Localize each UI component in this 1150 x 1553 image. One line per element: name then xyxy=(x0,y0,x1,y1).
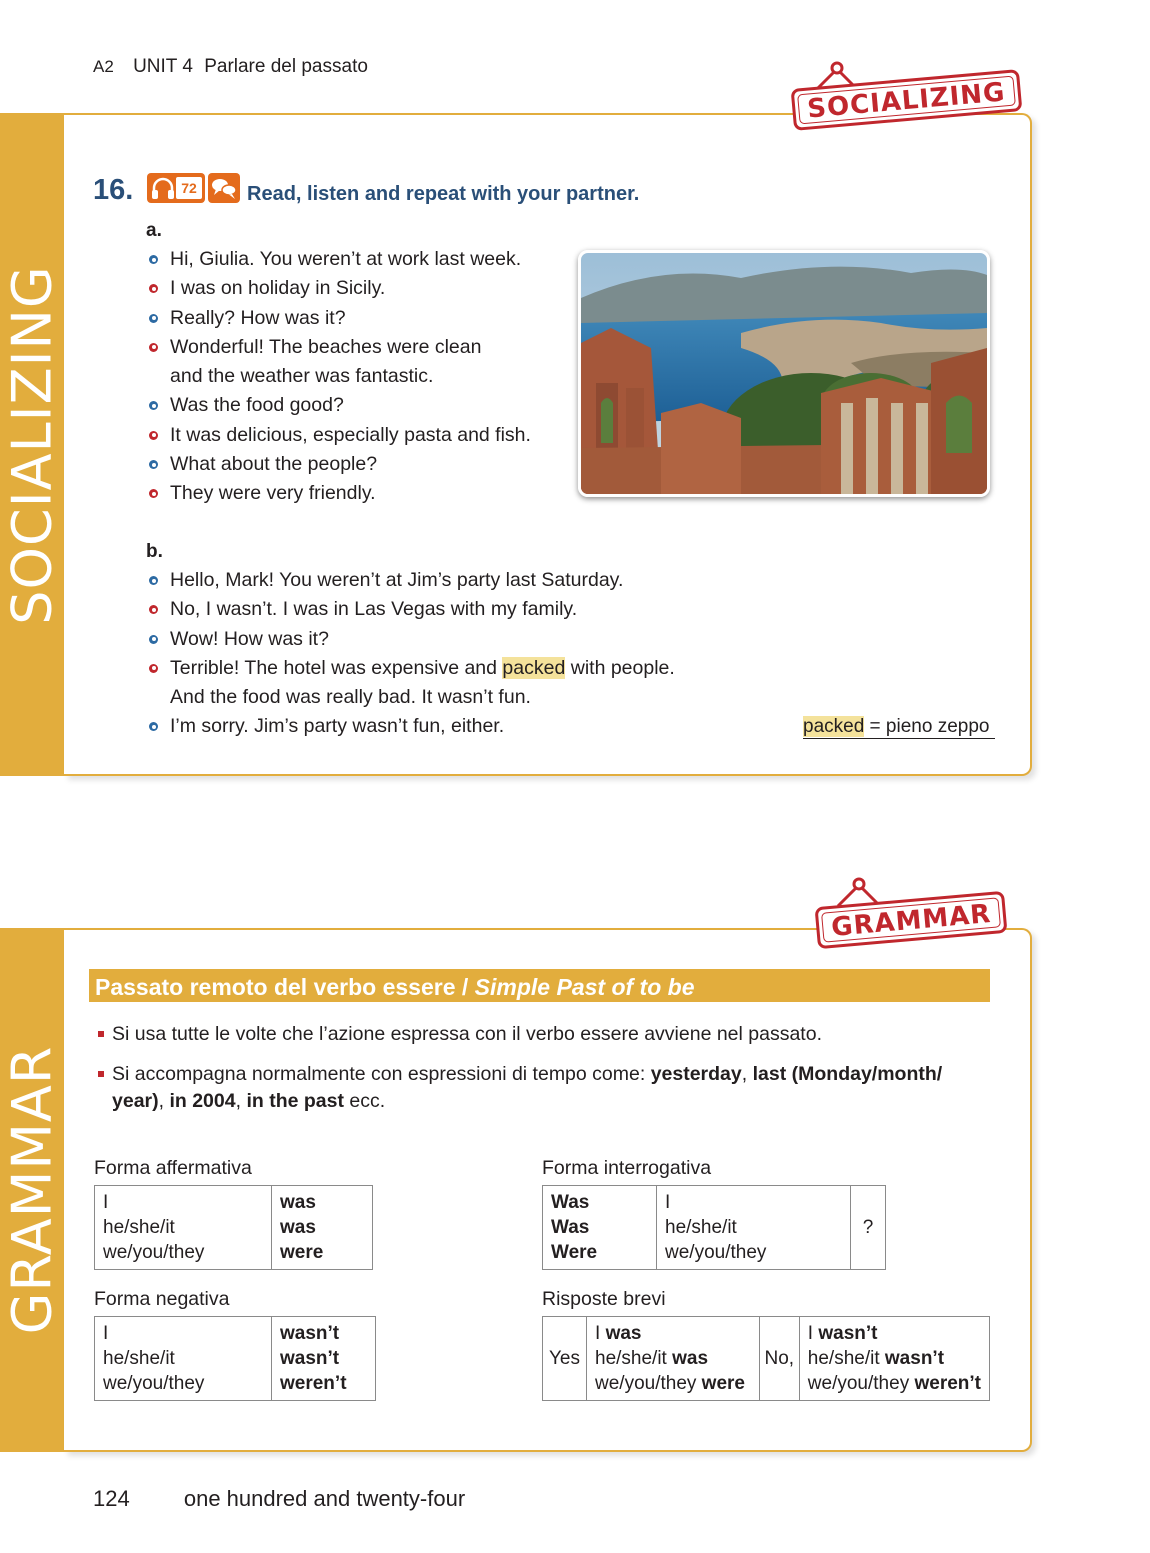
bullet-icon xyxy=(149,314,158,323)
bullet-icon xyxy=(149,635,158,644)
table-row: I he/she/it we/you/they wasn’t wasn’t weren’t xyxy=(95,1317,376,1401)
list-item: It was delicious, especially pasta and fish. xyxy=(146,421,531,450)
socializing-side-label: SOCIALIZING xyxy=(0,264,64,625)
bullet-icon xyxy=(149,460,158,469)
socializing-side-strip xyxy=(0,113,64,776)
bullet-icon xyxy=(149,722,158,731)
dialogue-b xyxy=(146,566,675,742)
grammar-side-label: GRAMMAR xyxy=(0,1045,64,1335)
socializing-stamp: SOCIALIZING xyxy=(791,69,1022,131)
interrogative-table xyxy=(542,1185,886,1270)
list-item: No, I wasn’t. I was in Las Vegas with my family. xyxy=(146,595,675,624)
list-item: Wow! How was it? xyxy=(146,625,675,654)
highlighted-word: packed xyxy=(502,656,566,679)
grammar-rule-2: Si accompagna normalmente con espressioni di tempo come: yesterday, last (Monday/month/ year), in 2004, in the past ecc. xyxy=(98,1061,978,1115)
affirmative-table xyxy=(94,1185,373,1270)
list-item: I’m sorry. Jim’s party wasn’t fun, either. xyxy=(146,712,675,741)
affirmative-caption: Forma affermativa xyxy=(94,1157,252,1179)
list-item: Wonderful! The beaches were clean xyxy=(146,333,531,362)
list-item: Was the food good? xyxy=(146,391,531,420)
square-bullet-icon xyxy=(98,1071,104,1077)
bullet-icon xyxy=(149,284,158,293)
vocabulary-gloss xyxy=(803,716,995,739)
table-row: Was Was Were I he/she/it we/you/they ? xyxy=(543,1186,886,1270)
no-label: No, xyxy=(759,1317,799,1401)
grammar-rule-1: Si usa tutte le volte che l’azione espressa con il verbo essere avviene nel passato. xyxy=(98,1021,978,1048)
list-item: Terrible! The hotel was expensive and packed with people. xyxy=(146,654,675,683)
exercise-number: 16. xyxy=(93,174,134,206)
short-answers-table xyxy=(542,1316,990,1401)
list-item: I was on holiday in Sicily. xyxy=(146,274,531,303)
bullet-icon xyxy=(149,489,158,498)
speech-bubbles-icon xyxy=(208,173,240,203)
page-footer xyxy=(93,1486,465,1512)
grammar-stamp: GRAMMAR xyxy=(815,891,1008,949)
list-item: Hello, Mark! You weren’t at Jim’s party last Saturday. xyxy=(146,566,675,595)
square-bullet-icon xyxy=(98,1031,104,1037)
unit-topic: Parlare del passato xyxy=(204,56,368,77)
gloss-word: packed xyxy=(803,716,865,737)
list-item-continuation: and the weather was fantastic. xyxy=(170,365,434,388)
yes-label: Yes xyxy=(543,1317,587,1401)
question-mark: ? xyxy=(851,1186,886,1270)
bullet-icon xyxy=(149,255,158,264)
bullet-icon xyxy=(149,431,158,440)
taormina-photo xyxy=(578,250,990,497)
audio-track-icon[interactable] xyxy=(147,173,205,203)
grammar-title-banner: Passato remoto del verbo essere / Simple Past of to be xyxy=(89,969,990,1002)
part-b-label: b. xyxy=(146,541,163,562)
list-item: What about the people? xyxy=(146,450,531,479)
gloss-meaning: = pieno zeppo xyxy=(864,716,990,737)
dialogue-a xyxy=(146,245,531,509)
level-label: A2 xyxy=(93,57,114,76)
bullet-icon xyxy=(149,576,158,585)
bullet-icon xyxy=(149,664,158,673)
bullet-icon xyxy=(149,605,158,614)
page-number: 124 xyxy=(93,1486,130,1511)
audio-track-number: 72 xyxy=(176,177,202,199)
exercise-instruction: Read, listen and repeat with your partner. xyxy=(247,183,640,205)
interrogative-caption: Forma interrogativa xyxy=(542,1157,712,1179)
negative-caption: Forma negativa xyxy=(94,1288,230,1310)
list-item: They were very friendly. xyxy=(146,479,531,508)
unit-label: UNIT 4 xyxy=(133,56,193,77)
negative-table xyxy=(94,1316,376,1401)
bullet-icon xyxy=(149,343,158,352)
part-a-label: a. xyxy=(146,220,162,241)
running-header xyxy=(93,56,368,78)
table-row: I he/she/it we/you/they was was were xyxy=(95,1186,373,1270)
list-item: Really? How was it? xyxy=(146,304,531,333)
list-item-continuation: And the food was really bad. It wasn’t fun. xyxy=(170,686,531,709)
short-answers-caption: Risposte brevi xyxy=(542,1288,666,1310)
grammar-side-strip xyxy=(0,928,64,1452)
page-number-words: one hundred and twenty-four xyxy=(183,1486,466,1511)
table-row: Yes I was he/she/it was we/you/they were No, I wasn’t he/she/it wasn’t we/you/they weren’t xyxy=(543,1317,990,1401)
list-item: Hi, Giulia. You weren’t at work last week. xyxy=(146,245,531,274)
bullet-icon xyxy=(149,401,158,410)
headphones-icon xyxy=(150,176,176,200)
